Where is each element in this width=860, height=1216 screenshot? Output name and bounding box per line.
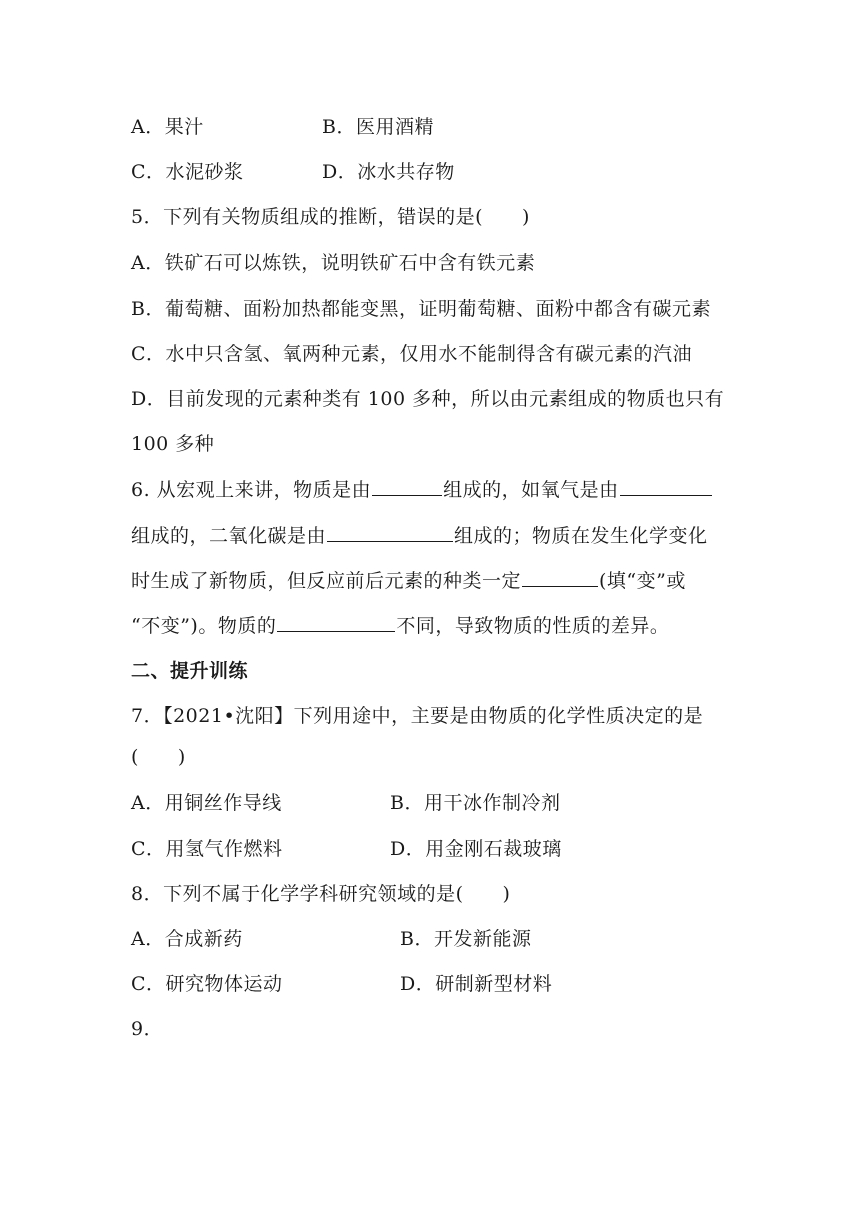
q9-stem: 9． <box>131 1018 164 1040</box>
q6-blank-1[interactable] <box>372 476 442 496</box>
q6-blank-3[interactable] <box>327 522 453 542</box>
q5-option-a: A．铁矿石可以炼铁，说明铁矿石中含有铁元素 <box>131 252 536 274</box>
q7-option-c: C．用氢气作燃料 <box>131 838 283 860</box>
q6-text: 不同，导致物质的性质的差异。 <box>396 615 670 637</box>
q6-text: 6. 从宏观上来讲，物质是由 <box>131 479 372 501</box>
q6-line1 <box>131 476 713 503</box>
q4-option-c: C．水泥砂浆 <box>131 161 244 183</box>
q8-option-a: A．合成新药 <box>131 928 243 950</box>
q6-blank-2[interactable] <box>620 476 712 496</box>
q7-stem-line1: 7．【2021•沈阳】下列用途中，主要是由物质的化学性质决定的是 <box>131 705 704 727</box>
q4-option-d: D．冰水共存物 <box>322 161 455 183</box>
q5-stem: 5．下列有关物质组成的推断，错误的是( ) <box>131 206 530 228</box>
q6-blank-5[interactable] <box>277 612 395 632</box>
q5-option-d-line2: 100 多种 <box>131 433 215 455</box>
q6-text: (填“变”或 <box>599 570 686 592</box>
q7-option-b: B．用干冰作制冷剂 <box>390 792 561 814</box>
q7-option-d: D．用金刚石裁玻璃 <box>390 838 562 860</box>
section-title: 二、提升训练 <box>131 660 249 682</box>
q6-line2 <box>131 522 708 549</box>
q7-option-a: A．用铜丝作导线 <box>131 792 282 814</box>
q6-text: “不变”)。物质的 <box>131 615 277 637</box>
q8-option-c: C．研究物体运动 <box>131 973 283 995</box>
q5-option-d-line1: D．目前发现的元素种类有 100 多种，所以由元素组成的物质也只有 <box>131 388 725 410</box>
q8-stem: 8．下列不属于化学学科研究领域的是( ) <box>131 883 511 905</box>
q6-line4 <box>131 612 669 639</box>
q8-option-b: B．开发新能源 <box>400 928 532 950</box>
q4-option-b: B．医用酒精 <box>322 116 434 138</box>
q4-option-a: A．果汁 <box>131 116 204 138</box>
q6-blank-4[interactable] <box>522 567 598 587</box>
q6-text: 组成的，二氧化碳是由 <box>131 525 327 547</box>
q5-option-c: C．水中只含氢、氧两种元素，仅用水不能制得含有碳元素的汽油 <box>131 343 693 365</box>
q5-option-b: B．葡萄糖、面粉加热都能变黑，证明葡萄糖、面粉中都含有碳元素 <box>131 298 711 320</box>
q6-text: 时生成了新物质，但反应前后元素的种类一定 <box>131 570 522 592</box>
q6-line3 <box>131 567 686 594</box>
q7-stem-line2: ( ) <box>131 746 186 768</box>
q8-option-d: D．研制新型材料 <box>400 973 553 995</box>
q6-text: 组成的，如氧气是由 <box>443 479 619 501</box>
q6-text: 组成的；物质在发生化学变化 <box>454 525 708 547</box>
